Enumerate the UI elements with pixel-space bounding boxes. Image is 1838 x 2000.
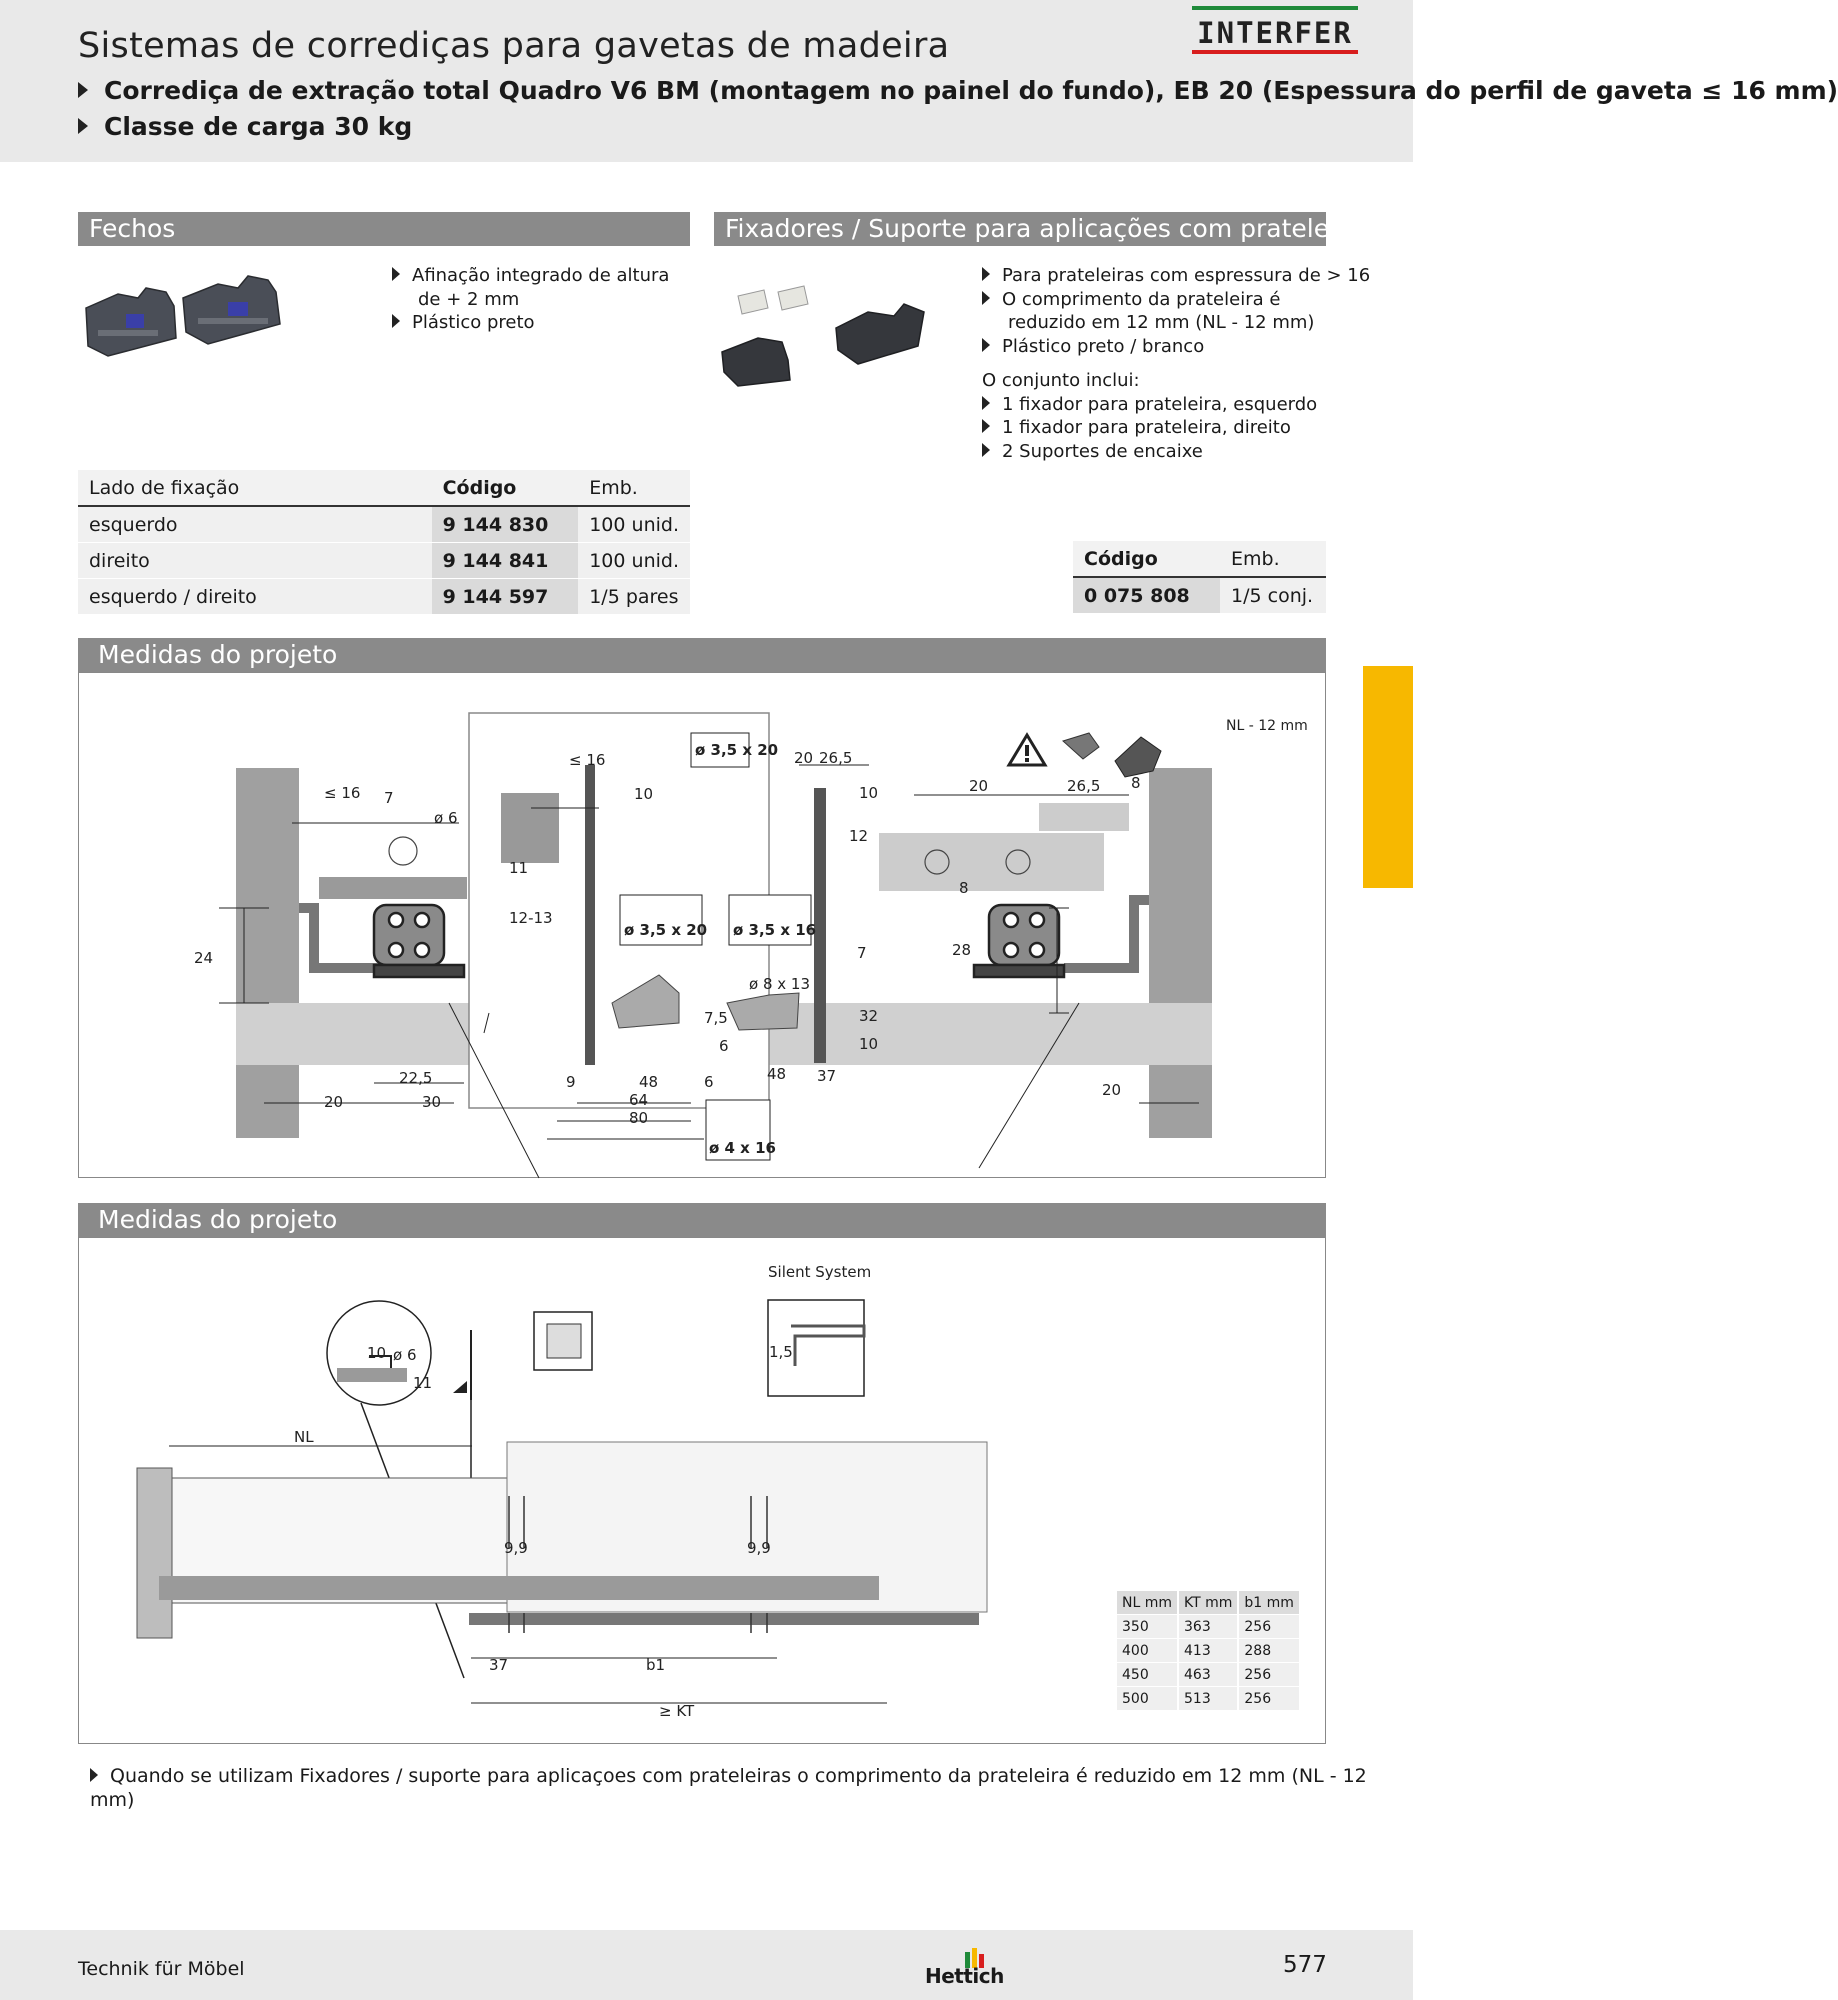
dim-label: 37 [489,1656,509,1674]
table-row [1117,1687,1300,1711]
table-row [78,579,690,615]
dim-label: 20 [794,749,814,767]
dim-label: ø 6 [434,809,458,827]
dim-label: 30 [422,1093,442,1111]
table-header-cell: Código [432,470,579,506]
table-header-row [78,470,690,506]
fechos-table [78,470,690,615]
bullet-arrow-icon [90,1768,98,1782]
table-cell: 1/5 conj. [1220,577,1326,614]
dim-label: 6 [704,1073,714,1091]
bullet-arrow-icon [78,118,88,134]
dim-label: 10 [634,785,654,803]
section1-title-bar: Medidas do projeto [78,638,1326,672]
section2-title-bar: Medidas do projeto [78,1203,1326,1237]
table-row [1117,1639,1300,1663]
table-row [1117,1615,1300,1639]
fixadores-product-image [718,268,928,393]
header-bullet-2: Classe de carga 30 kg [78,112,412,141]
dim-label: 48 [639,1073,659,1091]
section2-frame [78,1237,1326,1744]
dim-label: NL [294,1428,314,1446]
dim-label: 20 [324,1093,344,1111]
table-cell: 100 unid. [578,506,690,543]
screw-label: ø 3,5 x 16 [733,921,817,939]
hettich-logo [925,1948,1004,1990]
dim-label: 20 [969,777,989,795]
table-row [1117,1663,1300,1687]
dim-label: 11 [413,1374,433,1392]
fechos-product-image [78,258,288,368]
dim-label: 10 [367,1344,387,1362]
table-cell: 1/5 pares [578,579,690,615]
dim-label: 8 [1131,774,1141,792]
screw-label: ø 4 x 16 [709,1139,776,1157]
table-header-row [1073,541,1326,577]
bullet-arrow-icon [78,82,88,98]
dim-label: 8 [959,879,969,897]
dim-label: 28 [952,941,972,959]
table-header-cell: Código [1073,541,1220,577]
fixadores-bullets: Para prateleiras com espressura de > 16 O comprimento da prateleira é reduzido em 12 mm (NL - 12 mm) Plástico preto / branco O conjunto inclui: 1 fixador para prateleira, esquerdo 1 fixador para prateleira, direito 2 Suportes de encaixe [982,265,1371,462]
table-cell: 413 [1178,1639,1238,1663]
table-cell: 0 075 808 [1073,577,1220,614]
silent-system-label: Silent System [768,1263,872,1281]
table-header-cell: b1 mm [1238,1591,1300,1615]
fixadores-title-bar: Fixadores / Suporte para aplicações com prateleiras [714,212,1326,246]
footnote: Quando se utilizam Fixadores / suporte para aplicaçoes com prateleiras o comprimento da prateleira é reduzido em 12 mm (NL - 12 mm) [90,1765,1367,1811]
dim-label: 20 [1102,1081,1122,1099]
dim-label: ≤ 16 [569,751,606,769]
table-header-cell: Emb. [578,470,690,506]
dim-label: 48 [767,1065,787,1083]
table-cell: 100 unid. [578,543,690,579]
warning-icon [1009,735,1045,765]
dim-label: 9,9 [747,1539,771,1557]
bullet-arrow-icon [982,419,990,433]
table-cell: esquerdo / direito [78,579,432,615]
table-cell: 350 [1117,1615,1178,1639]
table-row [78,506,690,543]
table-cell: esquerdo [78,506,432,543]
table-cell: 256 [1238,1615,1300,1639]
header-bullet-1: Corrediça de extração total Quadro V6 BM (montagem no painel do fundo), EB 20 (Espessura do perfil de gaveta ≤ 16 mm) [78,76,1838,105]
set-title: O conjunto inclui: [982,370,1140,391]
dim-label: 64 [629,1091,649,1109]
table-header-cell: NL mm [1117,1591,1178,1615]
table-header-cell: Emb. [1220,541,1326,577]
table-cell: 9 144 597 [432,579,579,615]
table-row [1073,577,1326,614]
table-header-cell: KT mm [1178,1591,1238,1615]
section1-frame [78,672,1326,1178]
bullet-arrow-icon [982,396,990,410]
section1-technical-drawing [79,673,1324,1176]
table-cell: 9 144 841 [432,543,579,579]
dim-label: 7,5 [704,1009,728,1027]
page-footer [0,1930,1413,2000]
table-cell: 288 [1238,1639,1300,1663]
table-cell: 513 [1178,1687,1238,1711]
dim-label: 24 [194,949,214,967]
page-title: Sistemas de corrediças para gavetas de madeira [78,26,950,66]
page-number: 577 [1283,1952,1327,1978]
dim-label: 7 [384,789,394,807]
nl-table [1117,1591,1301,1711]
dim-label: 12 [849,827,869,845]
dim-label: 32 [859,1007,879,1025]
table-cell: 256 [1238,1663,1300,1687]
chapter-tab [1363,666,1413,888]
dim-label: ≥ KT [659,1702,695,1720]
bullet-arrow-icon [982,291,990,305]
table-cell: 363 [1178,1615,1238,1639]
dim-label: 12-13 [509,909,553,927]
dim-label: 22,5 [399,1069,433,1087]
table-cell: direito [78,543,432,579]
dim-label: 10 [859,784,879,802]
dim-label: 80 [629,1109,649,1127]
dim-label: 9 [566,1073,576,1091]
interfer-logo [1192,4,1358,54]
dim-label: NL - 12 mm [1226,718,1308,734]
table-header-row [1117,1591,1300,1615]
table-row [78,543,690,579]
screw-label: ø 3,5 x 20 [624,921,708,939]
dim-label: 37 [817,1067,837,1085]
dim-label: ≤ 16 [324,784,361,802]
dim-label: 7 [857,944,867,962]
dim-label: 9,9 [504,1539,528,1557]
dim-label: 26,5 [1067,777,1101,795]
screw-label: ø 3,5 x 20 [695,741,779,759]
bullet-arrow-icon [392,314,400,328]
fechos-bullets: Afinação integrado de altura de + 2 mm Plástico preto [392,264,669,335]
fechos-title-bar: Fechos [78,212,690,246]
footer-left-text: Technik für Möbel [78,1958,245,1980]
bullet-arrow-icon [392,267,400,281]
bullet-arrow-icon [982,443,990,457]
dim-label: ø 6 [393,1346,417,1364]
bullet-arrow-icon [982,267,990,281]
bullet-arrow-icon [982,338,990,352]
table-cell: 463 [1178,1663,1238,1687]
fixadores-table [1073,541,1326,614]
dim-label: 26,5 [819,749,853,767]
table-cell: 500 [1117,1687,1178,1711]
dim-label: 11 [509,859,529,877]
logo-green-rule [1192,6,1358,10]
dim-label: 1,5 [769,1343,793,1361]
dim-label: 10 [859,1035,879,1053]
table-cell: 450 [1117,1663,1178,1687]
logo-red-rule [1192,50,1358,54]
table-cell: 256 [1238,1687,1300,1711]
hettich-logo-text: Hettich [925,1964,1004,1988]
dim-label: ø 8 x 13 [749,975,810,993]
table-cell: 400 [1117,1639,1178,1663]
table-header-cell: Lado de fixação [78,470,432,506]
logo-text: INTERFER [1197,16,1353,50]
table-cell: 9 144 830 [432,506,579,543]
dim-label: 6 [719,1037,729,1055]
dim-label: b1 [646,1656,666,1674]
